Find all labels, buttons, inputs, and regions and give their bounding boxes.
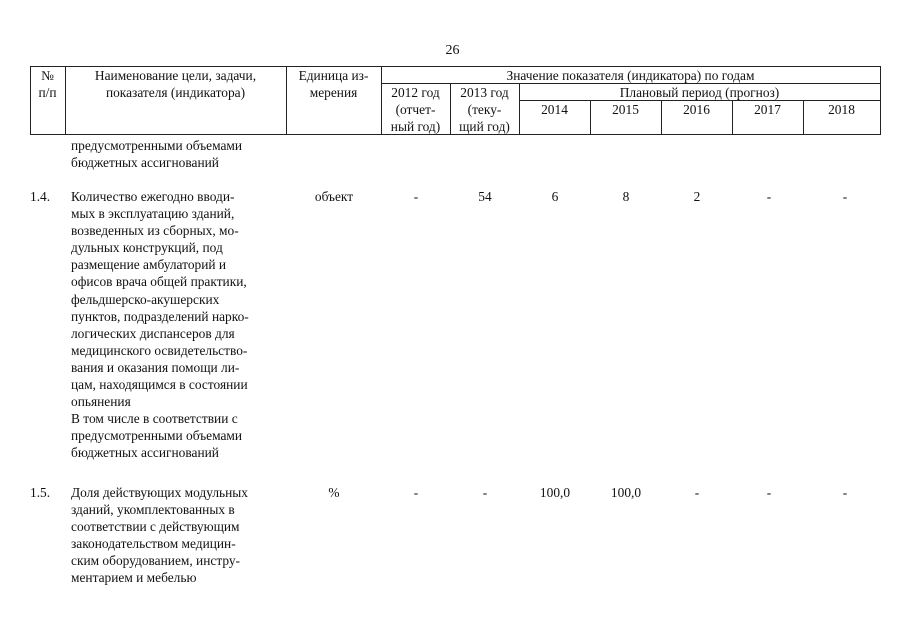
header-2013-line1: 2013 год bbox=[460, 85, 509, 100]
header-values: Значение показателя (индикатора) по годам bbox=[506, 68, 755, 83]
header-year-2016: 2016 bbox=[683, 102, 710, 117]
value-2016: - bbox=[694, 485, 700, 500]
header-name-line1: Наименование цели, задачи, bbox=[94, 68, 257, 83]
row-number: 1.4. bbox=[30, 189, 51, 204]
value-2017: - bbox=[766, 485, 772, 500]
row-name: Доля действующих модульных зданий, укомплектованных в соответствии с действующим законодательством медицин- ским оборудованием, инстру- ментарием и мебелью bbox=[71, 485, 248, 586]
value-2016: 2 bbox=[693, 189, 701, 204]
header-2013-line2: (теку- bbox=[467, 102, 502, 117]
value-2017: - bbox=[766, 189, 772, 204]
value-2012: - bbox=[413, 485, 419, 500]
value-2018: - bbox=[842, 485, 848, 500]
value-2013: 54 bbox=[478, 189, 492, 204]
header-2012-line1: 2012 год bbox=[391, 85, 440, 100]
header-year-2018: 2018 bbox=[828, 102, 855, 117]
value-2015: 8 bbox=[622, 189, 630, 204]
row-unit: объект bbox=[314, 189, 354, 204]
header-num-line1: № bbox=[41, 68, 54, 83]
value-2015: 100,0 bbox=[610, 485, 642, 500]
header-unit-line2: мерения bbox=[309, 85, 358, 100]
row-number: 1.5. bbox=[30, 485, 51, 500]
header-year-2014: 2014 bbox=[541, 102, 568, 117]
row-unit: % bbox=[328, 485, 340, 500]
row-name: Количество ежегодно вводи- мых в эксплуатацию зданий, возведенных из сборных, мо- дульных конструкций, под размещение амбулаторий и офисов врача общей практики, фельдшерско-акушерских пунктов, подразделений нарко- логических диспансеров для медицинского освидетельство- вания и оказания помощи ли- цам, находящимся в состоянии опьянения В том числе в соответствии с предусмотренными объемами бюджетных ассигнований bbox=[71, 189, 249, 461]
header-year-2017: 2017 bbox=[754, 102, 781, 117]
continuation-text: предусмотренными объемами бюджетных ассигнований bbox=[71, 138, 243, 171]
value-2012: - bbox=[413, 189, 419, 204]
value-2014: 100,0 bbox=[539, 485, 571, 500]
header-2012-line3: ный год) bbox=[390, 119, 441, 134]
header-plan: Плановый период (прогноз) bbox=[619, 85, 780, 100]
value-2014: 6 bbox=[551, 189, 559, 204]
header-year-2015: 2015 bbox=[612, 102, 639, 117]
page-number: 26 bbox=[445, 43, 460, 58]
value-2018: - bbox=[842, 189, 848, 204]
value-2013: - bbox=[482, 485, 488, 500]
header-unit-line1: Единица из- bbox=[298, 68, 369, 83]
header-num-line2: п/п bbox=[38, 85, 57, 100]
header-name-line2: показателя (индикатора) bbox=[105, 85, 246, 100]
header-2013-line3: щий год) bbox=[459, 119, 510, 134]
header-2012-line2: (отчет- bbox=[395, 102, 436, 117]
